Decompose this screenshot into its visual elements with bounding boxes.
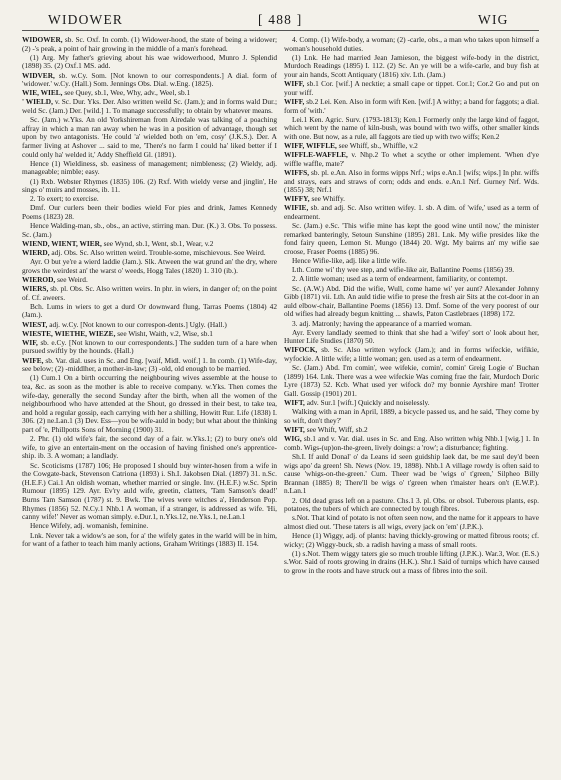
entry-body: 3. adj. Matronly; having the appearance of a married woman. <box>292 318 472 328</box>
entry-body: sb. Var. dial. uses in Sc. and Eng. [waif, Midl. woif.] 1. In comb. (1) Wife-day, see below; (2) -middlher, a mother-in-law; (3) -old, old enough to be married. <box>22 355 277 374</box>
dictionary-entry <box>284 54 539 80</box>
entry-body: adv. Sur.1 [wift.] Quickly and noiselessly. <box>304 398 430 408</box>
dictionary-entry <box>284 116 539 142</box>
entry-body: 2. A little woman; used as a term of endearment, familiarity, or contempt. <box>292 274 508 284</box>
entry-headword: WIEST, <box>22 319 48 329</box>
entry-body: Sc. (Jam.) e.Sc. 'This wifie mine has kept the good wine until now,' the minister remarked banteringly, Setoun Sunshine (1895) 281. Lnk. My wifie presides like the fond fairy queen, Lemon St. Mungo (1844) 20. Wgt. My bairns an' my wifie sae croose, Fraser Poems (1885) 96. <box>284 221 539 256</box>
entry-body: sb.1 Cor. [wif.] A necktie; a small cape or tippet. Cor.1; Cor.2 Go and put on your wiff. <box>284 79 539 97</box>
dictionary-entry <box>284 514 539 531</box>
entry-body: Walking with a man in April, 1889, a bicycle passed us, and he said, 'They come by so wift, don't they?' <box>284 407 539 425</box>
entry-body: see Whiffy. <box>309 194 345 204</box>
entry-headword: WIG, <box>284 434 302 444</box>
entry-body: see Whiff, sb., Whiffle, v.2 <box>336 141 418 150</box>
entry-headword: WIFF, <box>284 96 305 106</box>
entry-body: Sc. Scoticisms (1787) 106; He proposed I should buy winter-hosen from a wife in the Cowgate-back, Stevenson Catriona (1893) i. Sh.I. Jakobsen Dial. (1897) 31. n.Sc. (H.E.F.) Cai.1 An oldish woman, whether married or single. Inv. (H.E.F.) w.Sc. Sprin Rumour (1895) 129. Ayr. Ev'ry auld wife, greetin, clatters, 'Tam Samson's dead!' Burns Tam Samson (1787) st. 9. Bwk. The wives were witches a', Henderson Pop. Rhymes (1856) 52. N.Cy.1 Nhb.1 A woman, if a stranger, is addressed as wife. 'Hi, canny wife!' Never as woman simply. e.Dur.1, n.Yks.12, ne.Yks.1, ne.Lan.1 <box>22 460 277 522</box>
dictionary-entry <box>284 346 539 363</box>
dictionary-entry <box>284 364 539 399</box>
entry-body: Ayr. Every landlady seemed to think that she had a 'wifey' sort o' look about her, Hunter Life Studies (1870) 50. <box>284 327 539 346</box>
entry-headword: WIERS, <box>22 284 49 293</box>
entry-body: sb. and adj. Sc. Also written wifey. 1. sb. A dim. of 'wife,' used as a term of endearment. <box>284 203 539 221</box>
entry-body: 2. Phr. (1) old wife's fair, the second day of a fair. w.Yks.1; (2) to bury one's old wife, to give an entertain-ment on the occasion of having finished one's apprentice-ship. ib. 3. A woman; a landlady. <box>22 434 277 461</box>
entry-body: adj. Obs. Sc. Also written weird. Trouble-some, mischievous. See Weird. <box>49 248 266 257</box>
entry-headword: WIE, WIEL, <box>22 88 63 98</box>
entry-headword: WIFOCK, <box>284 345 318 355</box>
entry-body: v. Sc. Dur. Yks. Der. Also written weild Sc. (Jam.); and in forms wald Dur.; weld Sc. (Jam.) Der. [wild.] 1. To manage successfully; to obtain by whatever means. <box>22 97 277 115</box>
page-header <box>0 0 561 34</box>
entry-body: see Wynd, sb.1, Went, sb.1, Wear, v.2 <box>101 238 214 248</box>
entry-headword: WIFE, <box>22 355 44 365</box>
entry-body: sb. pl. e.An. Also in forms wipps Nrf.; wips e.An.1 [wifs; wips.] In phr. wiffs and strays, ears and straws of corn; odds and ends. e.An.1 Nrf. Gurney Nrf. Wds. (1855) 38; Nrf.1 <box>284 167 539 195</box>
header-rule <box>22 30 539 31</box>
entry-headword: WIFT, <box>284 425 305 434</box>
entry-headword: WIDOWER, <box>22 36 63 44</box>
entry-headword: WIFF, <box>284 79 305 89</box>
entry-body: Lnk. Never tak a widow's ae son, for a' the wifely gates in the warld will be in him, for want of a father to teach him manly actions, Graham Writings (1883) II. 154. <box>22 530 277 549</box>
entry-body: Sc. (Jam.) w.Yks. An old Yorkshireman from Airedale was talking of a poaching affray in which a man ran away when he was in a position of advantage, though set upon by two antagonists. 'He could 'a' wielded both on 'em, cosy' (J.K.S.). Der. A farmer living at Ashover ... said to me, 'There's no farm I could ha' liked better if I could only ha' welded it,' Addy Sheffield Gl. (1891). <box>22 115 277 159</box>
entry-body: 2. Old dead grass left on a pasture. Chs.1 3. pl. Obs. or obsol. Tuberous plants, esp. potatoes, the tubers of which are connected by tough fibres. <box>284 495 539 514</box>
entry-headword: WIEND, WIENT, WIER, <box>22 238 102 248</box>
dictionary-entry <box>22 285 277 302</box>
dictionary-entry <box>22 178 277 195</box>
entry-body: see Whift, Wiff, sb.2 <box>304 425 368 434</box>
dictionary-entry <box>284 222 539 257</box>
dictionary-entry <box>284 204 539 221</box>
dictionary-entry <box>22 357 277 374</box>
right-column <box>284 36 539 774</box>
dictionary-entry <box>22 160 277 177</box>
dictionary-entry <box>284 550 539 576</box>
entry-body: Lei.1 Ken. Agric. Surv. (1793-1813); Ken.1 Formerly only the large kind of faggot, which went by the name of kiln-bush, was bound with two wiffs, other smaller kinds with one. But now, as a rule, all faggots are tied up with two wiffs; Ken.2 <box>284 114 539 141</box>
entry-body: Hence (1) Wieldiness, sb. easiness of management; nimbleness; (2) Wieldy, adj. manageable; nimble; easy. <box>22 158 277 177</box>
dictionary-entry <box>22 204 277 221</box>
entry-body: 2. To exert; to exercise. <box>30 194 99 204</box>
entry-body: Sc. (A.W.) Abd. Did the wifie, Wull, come hame wi' yer aunt? Alexander Johnny Gibb (1871) vii. Lth. An auld tidie wifie to prese the fresh air Sits at the cot-door in an auld elbow-chair, Ballantine Poems (1856) 13. Dmf. Some of the very poorest of our old wifies had already begun knitting ... shawls, Paton Castlebraes (1898) 172. <box>284 283 539 319</box>
entry-body: Hence Wifely, adj. womanish, feminine. <box>30 521 149 531</box>
header-right-headword: WIG <box>478 12 509 27</box>
entry-body: sb. e.Cy. [Not known to our correspondents.] The sudden turn of a hare when pursued swiftly by the hounds. (Hall.) <box>22 337 277 356</box>
dictionary-entry <box>22 36 277 53</box>
dictionary-entry <box>284 285 539 320</box>
dictionary-entry <box>22 462 277 522</box>
dictionary-entry <box>284 36 539 53</box>
entry-body: sb. w.Cy. Som. [Not known to our correspondents.] A dial. form of 'widower.' w.Cy. (Hall.) Som. Jennings Obs. Dial. w.Eng. (1825). <box>22 70 277 89</box>
page-number: [ 488 ] <box>258 12 303 27</box>
dictionary-entry <box>22 532 277 549</box>
entry-headword: WIFFY, <box>284 194 310 204</box>
dictionary-entry <box>284 151 539 168</box>
dictionary-entry <box>284 453 539 496</box>
entry-headword: WIFF, WIFFLE, <box>284 141 337 150</box>
dictionary-entry <box>22 339 277 356</box>
left-column <box>22 36 277 774</box>
dictionary-entry <box>284 329 539 346</box>
header-left-headword: WIDOWER <box>48 12 124 27</box>
entry-body: sb.1 and v. Var. dial. uses in Sc. and Eng. Also written whig Nhb.1 [wig.] 1. In comb. Wigs-(up)on-the-green, lively doings: a 'row'; a disturbance; fighting. <box>284 434 539 452</box>
entry-body: Sh.I. If auld Donal' o' da Leans id seen guidship laek dat, be me saul dey'd been wigs apo' da green! Sh. News (Nov. 19, 1898). Nhb.1 A village rowdy is often said to cause 'whigs-on-the-green.' Cum. Theer wad be 'wigs o' t'green,' Silpheo Billy Brannan (1885) 8; There'll be wigs o' t'green when t'maister hears on't (E.W.P.). n.Lan.1 <box>284 451 539 496</box>
entry-headword: WIFFS, <box>284 167 310 177</box>
entry-body: Dmf. Our curlers been their bodies wield For pies and drink, James Kennedy Poems (1823) 28. <box>22 203 277 221</box>
dictionary-entry <box>284 98 539 115</box>
dictionary-entry <box>22 116 277 159</box>
entry-body: see Wisht, Waith, v.2, Wise, sb.1 <box>115 328 213 338</box>
entry-headword: WIEROD, <box>22 274 56 284</box>
entry-body: see Weird. <box>55 274 88 284</box>
entry-headword: WIERD, <box>22 248 50 257</box>
entry-body: v. Nhp.2 To whet a scythe or other implement. 'When d'ye wiffle waffle, mate?' <box>284 150 539 168</box>
entry-headword: WIFIE, <box>284 203 309 213</box>
entry-body: Ayr. O but ye're a wierd laddie (Jam.). Slk. Atween the wat grund an' the dry, where grows the weirdest an' the warst o' weeds, Hogg Tales (1820) 1. 310 (ib.). <box>22 257 277 275</box>
entry-body: sb. Sc. Also written wyfock (Jam.); and in forms wifeckie, wifikie, wyfockie. A little wife; a little woman; gen. used as a term of endearment. <box>284 345 539 363</box>
dictionary-entry <box>284 532 539 549</box>
entry-body: (1) Lnk. He had married Jean Jamieson, the biggest wife-body in the district, Murdoch Readings (1895) I. 112. (2) Sc. An ye will be a wife-carle, and buy fish at your ain hands, Scott Antiquary (1816) xiv. Lth. (Jam.) <box>284 52 539 79</box>
entry-headword: WIFFLE-WAFFLE, <box>284 150 348 160</box>
dictionary-entry <box>22 54 277 71</box>
entry-body: (1) s.Not. Them wiggy taters gie so much trouble lifting (J.P.K.). War.3, Wor. (E.S.) s.Wor. Said of roots growing in drains (H.K.). Shr.1 Said of turnips which have caused to grow in the roots and have struck out a mass of fibres into the soil. <box>284 548 539 575</box>
dictionary-entry <box>284 169 539 195</box>
entry-body: adj. w.Cy. [Not known to our correspon-dents.] Ugly. (Hall.) <box>47 319 227 329</box>
entry-body: (1) Arg. My father's grieving about his wae widowerhood, Munro J. Splendid (1898) 35. (2) Oxf.1 MS. add. <box>22 52 277 71</box>
entry-body: Lth. Come wi' thy wee step, and wifie-like air, Ballantine Poems (1856) 39. <box>292 265 515 275</box>
entry-body: sb.2 Lei. Ken. Also in form wift Ken. [wif.] A withy; a band for faggots; a dial. form of 'with.' <box>284 96 539 115</box>
entry-headword: WIESTE, WIETHE, WIEZE, <box>22 328 116 338</box>
dictionary-entry <box>284 80 539 97</box>
entry-body: Bch. Lums in wiers to get a durd Or downward flung, Tarras Poems (1804) 42 (Jam.). <box>22 301 277 320</box>
entry-headword: WIF, <box>22 337 38 347</box>
entry-headword: WIFT, <box>284 398 305 408</box>
dictionary-entry <box>22 435 277 461</box>
entry-body: see Quey, sb.1, Wee, Why, adv., Weel, sb.1 <box>62 88 191 98</box>
entry-body: Hence Walding-man, sb., obs., an active, stirring man. Dur. (K.) 3. Obs. To possess. Sc. (Jam.) <box>22 221 277 239</box>
entry-headword: WIDVER, <box>22 70 55 80</box>
dictionary-entry <box>284 497 539 514</box>
entry-body: (1) Rxb. Webster Rhymes (1835) 106. (2) Rxf. With wieldy verse and jinglin', He sings o' muirs and mosses, ib. 11. <box>22 176 277 195</box>
dictionary-entry <box>22 98 277 115</box>
dictionary-entry <box>22 374 277 434</box>
dictionary-entry <box>22 258 277 275</box>
dictionary-entry <box>22 222 277 239</box>
entry-headword: ' WIELD, <box>22 97 53 107</box>
dictionary-entry <box>22 303 277 320</box>
entry-body: sb. Sc. Oxf. In comb. (1) Widower-hood, the state of being a widower; (2) -'s peak, a point of hair growing in the middle of a man's forehead. <box>22 36 277 53</box>
entry-body: Sc. (Jam.) Abd. I'm comin', wee wifekie, comin', comin' Greig Logie o' Buchan (1899) 164. Lnk. There was a wee wifeckie Was coming frae the fair, Murdoch Doric Lyre (1873) 52. Kcb. What used yer wifock do? my bonnie Ayrshire man! Trotter Gall. Gossip (1901) 201. <box>284 363 539 398</box>
entry-body: 4. Comp. (1) Wife-body, a woman; (2) -carle, obs., a man who takes upon himself a woman's household duties. <box>284 36 539 53</box>
dictionary-entry <box>284 408 539 425</box>
entry-body: s.Not. That kind of potato is not often seen now, and the name for it appears to have almost died out. 'These taters is all wigs, every jack on 'em' (J.P.K.). <box>284 513 539 531</box>
entry-body: sb. pl. Obs. Sc. Also written weirs. In phr. in wiers, in danger of; on the point of. Cf. aweers. <box>22 284 277 302</box>
entry-body: (1) Cum.1 On a birth occurring the neighbouring wives assemble at the house to tea, &c. as soon as the mother is able to receive company. w.Yks. Then comes the wife-day, generally the second Sunday after the birth, when all the women of the neighbourhood who have attended at the Shout, go dressed in their best, to take tea, and hold a regular gossip, each carrying with her a shilling, Howitt Rur. Life (1838) I. 306. (2) ne.Lan.1 (3) Dev. Ess—you be wife-auld in body; but what about the thinking part of 'e, Phillpotts Sons of Morning (1900) 31. <box>22 373 277 434</box>
dictionary-entry <box>22 72 277 89</box>
entry-body: Hence Wifie-like, adj. like a little wife. <box>292 256 407 266</box>
entry-body: Hence (1) Wiggy, adj. of plants: having thickly-growing or matted fibrous roots; cf. wicky; (2) Wiggy-buck, sb. a radish having a mass of small roots. <box>284 531 539 549</box>
dictionary-entry <box>284 435 539 452</box>
